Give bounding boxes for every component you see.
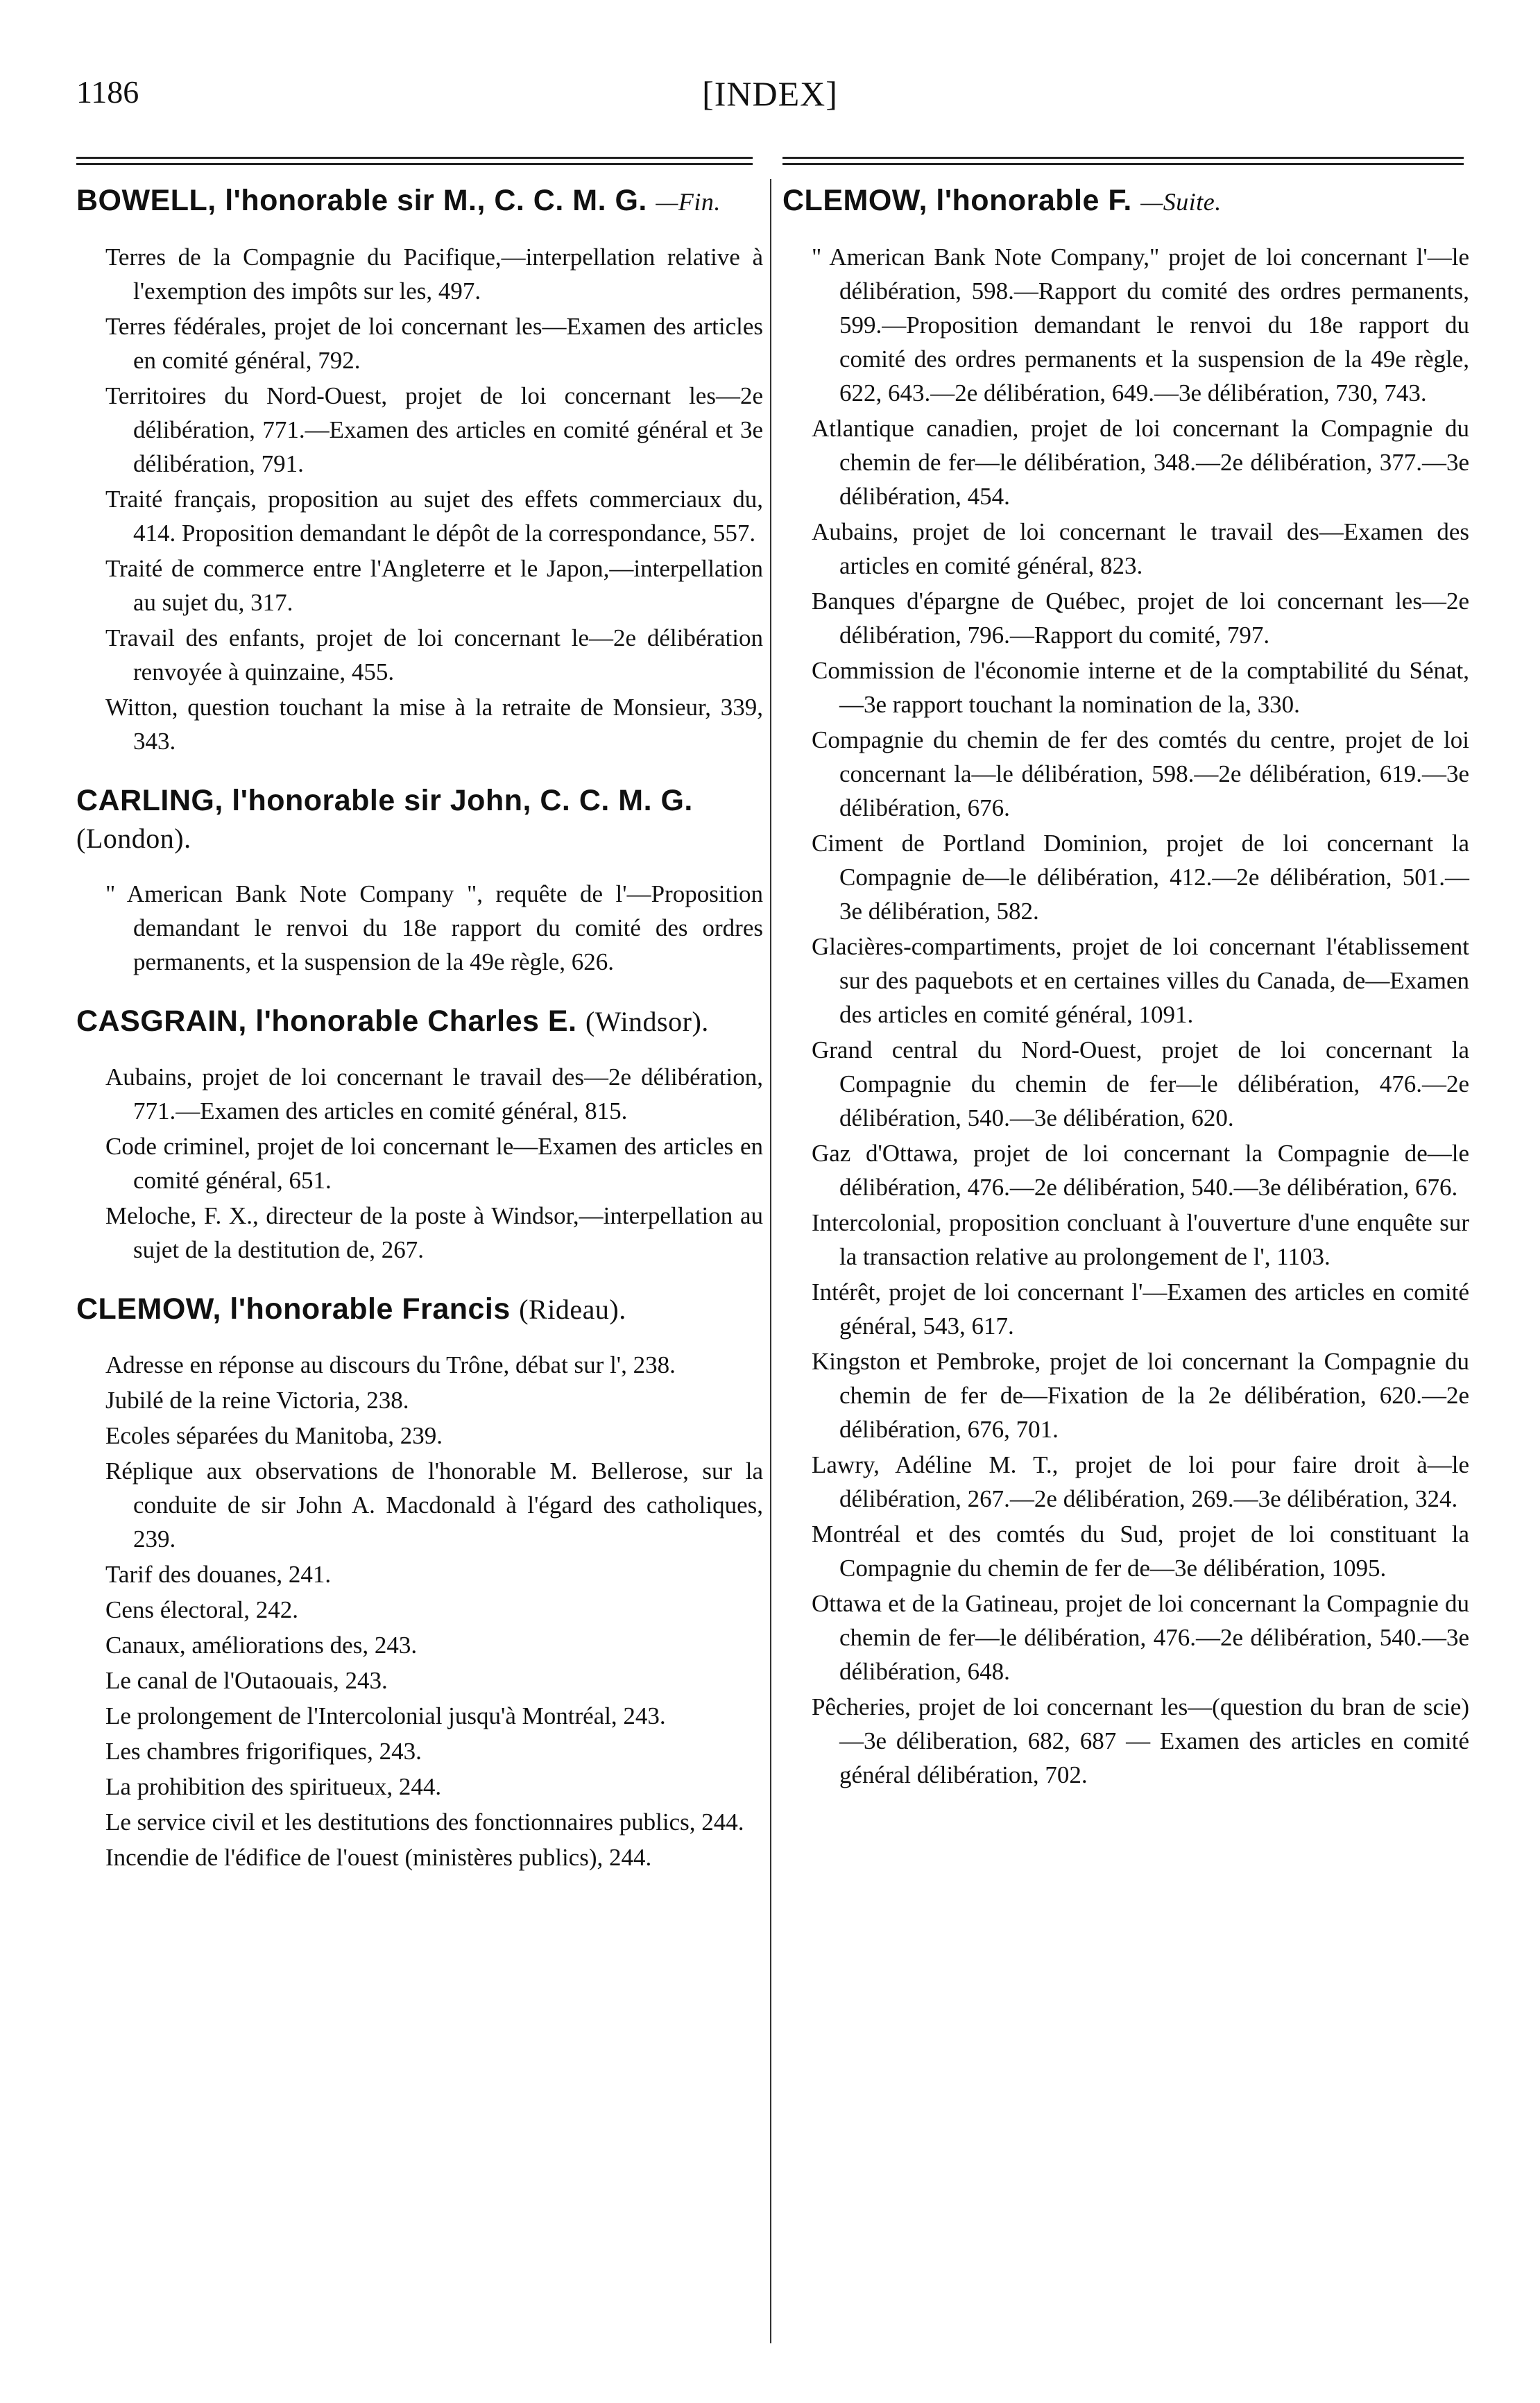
heading-name: CLEMOW, l'honorable F. [782,184,1132,217]
entry-list [76,240,763,758]
index-entry: Canaux, améliorations des, 243. [105,1632,418,1659]
index-entry: Pêcheries, projet de loi concernant les—(question du bran de scie)—3e déliberation, 682, 687 — Examen des articles en comité général délibération, 702. [812,1693,1469,1788]
heading-riding: (London). [76,823,191,854]
index-entry: Kingston et Pembroke, projet de loi concernant la Compagnie du chemin de fer de—Fixation de la 2e délibération, 620.—2e délibération, 676, 701. [812,1348,1469,1443]
index-entry: Réplique aux observations de l'honorable M. Bellerose, sur la conduite de sir John A. Macdonald à l'égard des catholiques, 239. [105,1457,763,1553]
index-entry: Atlantique canadien, projet de loi concernant la Compagnie du chemin de fer—le délibération, 348.—2e délibération, 377.—3e délibération, 454. [812,415,1469,510]
index-entry: Ciment de Portland Dominion, projet de loi concernant la Compagnie de—le délibération, 412.—2e délibération, 501.—3e délibération, 582. [812,830,1469,925]
column-divider [770,179,771,2343]
heading-riding: (Rideau). [519,1294,626,1325]
right-column [782,182,1469,1815]
index-entry: Banques d'épargne de Québec, projet de loi concernant les—2e délibération, 796.—Rapport du comité, 797. [812,588,1469,649]
heading-name: CASGRAIN, l'honorable Charles E. [76,1004,577,1038]
index-entry: Terres fédérales, projet de loi concernant les—Examen des articles en comité général, 792. [105,313,763,374]
page-header [76,74,1464,129]
index-entry: Aubains, projet de loi concernant le travail des—Examen des articles en comité général, 823. [812,518,1469,579]
index-entry: Commission de l'économie interne et de la comptabilité du Sénat,—3e rapport touchant la nomination de la, 330. [812,657,1469,718]
heading-name: BOWELL, l'honorable sir M., C. C. M. G. [76,184,647,217]
index-entry: Traité de commerce entre l'Angleterre et le Japon,—interpellation au sujet du, 317. [105,555,763,616]
header-rule [76,163,753,165]
heading-riding: (Windsor). [585,1006,709,1037]
index-entry: Code criminel, projet de loi concernant le—Examen des articles en comité général, 651. [105,1133,763,1194]
header-rule [76,157,753,159]
index-entry: Territoires du Nord-Ouest, projet de loi concernant les—2e délibération, 771.—Examen des articles en comité général et 3e délibération, 791. [105,382,763,477]
index-section [782,182,1469,1792]
index-entry: Le service civil et les destitutions des fonctionnaires publics, 244. [105,1808,744,1836]
index-entry: Intérêt, projet de loi concernant l'—Examen des articles en comité général, 543, 617. [812,1279,1469,1340]
index-entry: Travail des enfants, projet de loi concernant le—2e délibération renvoyée à quinzaine, 455. [105,624,763,685]
index-entry: Grand central du Nord-Ouest, projet de loi concernant la Compagnie du chemin de fer—le délibération, 476.—2e délibération, 540.—3e délibération, 620. [812,1036,1469,1131]
index-entry: " American Bank Note Company," projet de loi concernant l'—le délibération, 598.—Rapport du comité des ordres permanents, 599.—Proposition demandant le renvoi du 18e rapport du comité des ordres permanents et la suspension de la 49e règle, 622, 643.—2e délibération, 649.—3e délibération, 730, 743. [812,243,1469,407]
index-entry: Le prolongement de l'Intercolonial jusqu'à Montréal, 243. [105,1702,666,1729]
index-entry: Lawry, Adéline M. T., projet de loi pour faire droit à—le délibération, 267.—2e délibération, 269.—3e délibération, 324. [812,1451,1469,1512]
index-entry: Adresse en réponse au discours du Trône, débat sur l', 238. [105,1351,676,1378]
section-heading [782,182,1469,221]
index-section [76,782,763,979]
index-entry: Intercolonial, proposition concluant à l'ouverture d'une enquête sur la transaction relative au prolongement de l', 1103. [812,1209,1469,1270]
index-entry: Meloche, F. X., directeur de la poste à Windsor,—interpellation au sujet de la destitution de, 267. [105,1202,763,1263]
left-column [76,182,763,1898]
index-entry: Aubains, projet de loi concernant le travail des—2e délibération, 771.—Examen des articles en comité général, 815. [105,1063,763,1124]
index-entry: Montréal et des comtés du Sud, projet de loi constituant la Compagnie du chemin de fer de—3e délibération, 1095. [812,1521,1469,1582]
index-section [76,1290,763,1874]
index-entry: Glacières-compartiments, projet de loi concernant l'établissement sur des paquebots et en certaines villes du Canada, de—Examen des articles en comité général, 1091. [812,933,1469,1028]
section-heading [76,1002,763,1041]
index-entry: Incendie de l'édifice de l'ouest (ministères publics), 244. [105,1844,652,1871]
heading-continuation: —Suite. [1140,188,1222,216]
index-section [76,182,763,758]
header-rule [782,157,1464,159]
index-entry: Tarif des douanes, 241. [105,1561,332,1588]
entry-list [782,240,1469,1792]
index-section [76,1002,763,1267]
heading-name: CLEMOW, l'honorable Francis [76,1292,511,1326]
entry-list [76,877,763,979]
index-entry: La prohibition des spiritueux, 244. [105,1773,442,1800]
index-entry: Cens électoral, 242. [105,1596,298,1623]
page-number: 1186 [76,74,139,110]
header-rule [782,163,1464,165]
heading-name: CARLING, l'honorable sir John, C. C. M. G. [76,784,693,817]
index-entry: Witton, question touchant la mise à la retraite de Monsieur, 339, 343. [105,694,763,755]
heading-continuation: —Fin. [656,188,721,216]
section-heading [76,782,763,857]
index-entry: Ottawa et de la Gatineau, projet de loi concernant la Compagnie du chemin de fer—le délibération, 476.—2e délibération, 540.—3e délibération, 648. [812,1590,1469,1685]
index-entry: Jubilé de la reine Victoria, 238. [105,1387,409,1414]
index-entry: Les chambres frigorifiques, 243. [105,1738,422,1765]
index-entry: Compagnie du chemin de fer des comtés du centre, projet de loi concernant la—le délibération, 598.—2e délibération, 619.—3e délibération, 676. [812,726,1469,821]
page-title: [INDEX] [702,74,838,113]
index-entry: Ecoles séparées du Manitoba, 239. [105,1422,443,1449]
index-entry: Terres de la Compagnie du Pacifique,—interpellation relative à l'exemption des impôts sur les, 497. [105,243,763,305]
section-heading [76,182,763,221]
index-entry: " American Bank Note Company ", requête de l'—Proposition demandant le renvoi du 18e rapport du comité des ordres permanents, et la suspension de la 49e règle, 626. [105,880,763,975]
index-entry: Gaz d'Ottawa, projet de loi concernant la Compagnie de—le délibération, 476.—2e délibération, 540.—3e délibération, 676. [812,1140,1469,1201]
index-entry: Le canal de l'Outaouais, 243. [105,1667,388,1694]
section-heading [76,1290,763,1328]
entry-list [76,1060,763,1267]
entry-list [76,1348,763,1874]
index-entry: Traité français, proposition au sujet des effets commerciaux du, 414. Proposition demandant le dépôt de la correspondance, 557. [105,486,763,547]
